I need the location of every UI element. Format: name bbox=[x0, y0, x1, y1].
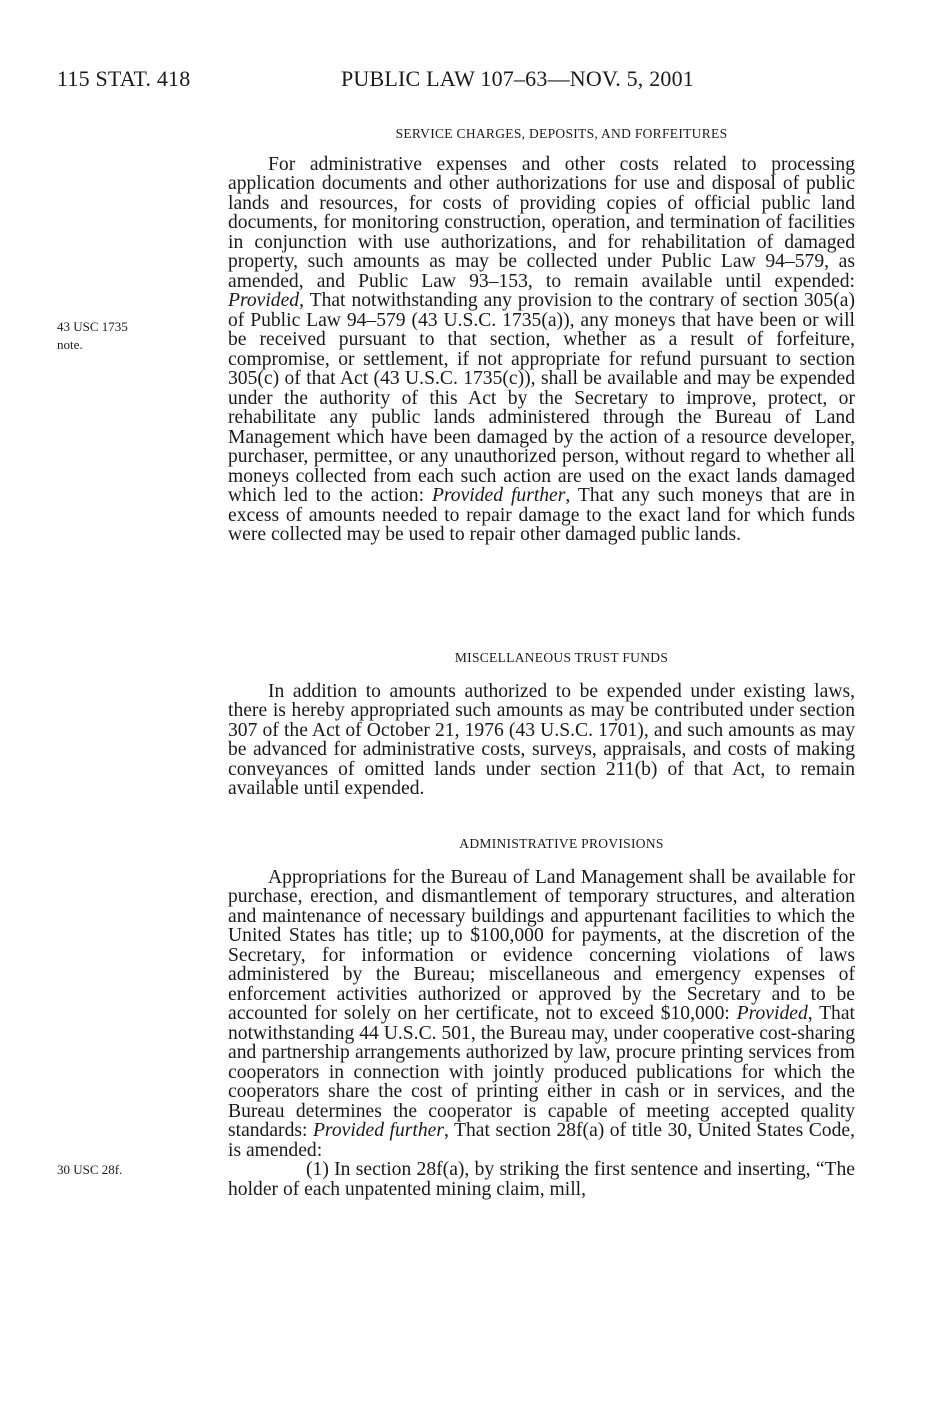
stat-page-number: 115 STAT. 418 bbox=[57, 66, 191, 91]
margin-note-line: note. bbox=[57, 337, 83, 352]
margin-note-line: 43 USC 1735 bbox=[57, 319, 128, 334]
section-heading: ADMINISTRATIVE PROVISIONS bbox=[459, 836, 664, 851]
section-administrative-provisions bbox=[228, 834, 855, 1199]
margin-note-43-usc-1735 bbox=[57, 318, 128, 354]
section-paragraph: For administrative expenses and other costs related to processing application documents and other authorizations for use and disposal of public lands and resources, for costs of providing copies of official public land documents, for monitoring construction, operation, and termination of facilities in conjunction with use authorizations, and for rehabilitation of damaged property, such amounts as may be collected under Public Law 94–579, as amended, and Public Law 93–153, to remain available until expended: Provided, That notwithstanding any provision to the contrary of section 305(a) of Public Law 94–579 (43 U.S.C. 1735(a)), any moneys that have been or will be received pursuant to that section, whether as a result of forfeiture, compromise, or settlement, if not appropriate for refund pursuant to section 305(c) of that Act (43 U.S.C. 1735(c)), shall be available and may be expended under the authority of this Act by the Secretary to improve, protect, or rehabilitate any public lands administered through the Bureau of Land Management which have been damaged by the action of a resource developer, purchaser, permittee, or any unauthorized person, without regard to whether all moneys collected from each such action are used on the exact lands damaged which led to the action: Provided further, That any such moneys that are in excess of amounts needed to repair damage to the exact land for which funds were collected may be used to repair other damaged public lands. bbox=[228, 153, 855, 545]
public-law-title: PUBLIC LAW 107–63—NOV. 5, 2001 bbox=[341, 66, 694, 91]
page-header bbox=[57, 66, 857, 106]
margin-note-line: 30 USC 28f. bbox=[57, 1162, 123, 1177]
section-paragraph: Appropriations for the Bureau of Land Management shall be available for purchase, erection, and dismantlement of temporary structures, and alteration and maintenance of necessary buildings and appurtenant facilities to which the United States has title; up to $100,000 for payments, at the discretion of the Secretary, for information or evidence concerning violations of laws administered by the Bureau; miscellaneous and emergency expenses of enforcement activities authorized or approved by the Secretary and to be accounted for solely on her certificate, not to exceed $10,000: Provided, That notwithstanding 44 U.S.C. 501, the Bureau may, under cooperative cost-sharing and partnership arrangements authorized by law, procure printing services from cooperators in connection with jointly produced publications for which the cooperators share the cost of printing either in cash or in services, and the Bureau determines the cooperator is capable of meeting accepted quality standards: Provided further, That section 28f(a) of title 30, United States Code, is amended: bbox=[228, 866, 855, 1161]
section-heading: MISCELLANEOUS TRUST FUNDS bbox=[454, 650, 669, 665]
section-heading: SERVICE CHARGES, DEPOSITS, AND FORFEITURES bbox=[395, 126, 728, 141]
margin-note-30-usc-28f bbox=[57, 1161, 122, 1179]
section-paragraph: (1) In section 28f(a), by striking the first sentence and inserting, “The holder of each unpatented mining claim, mill, bbox=[228, 1159, 855, 1200]
section-paragraph: In addition to amounts authorized to be expended under existing laws, there is hereby appropriated such amounts as may be contributed under section 307 of the Act of October 21, 1976 (43 U.S.C. 1701), and such amounts as may be advanced for administrative costs, surveys, appraisals, and costs of making conveyances of omitted lands under section 211(b) of that Act, to remain available until expended. bbox=[228, 680, 855, 799]
section-service-charges bbox=[228, 124, 855, 545]
section-misc-trust-funds bbox=[228, 648, 855, 799]
